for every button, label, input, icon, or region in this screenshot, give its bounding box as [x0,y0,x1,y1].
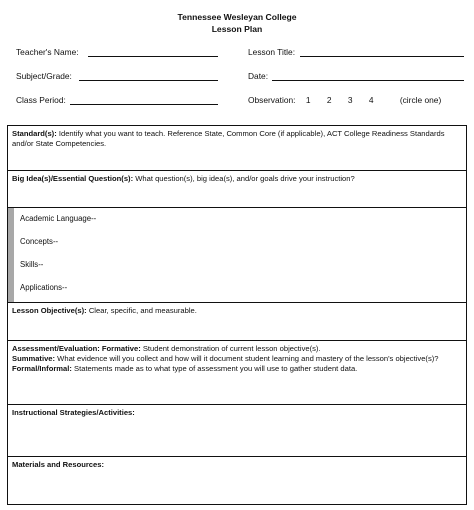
formative-description: Student demonstration of current lesson objective(s). [142,344,321,353]
concepts-subsection [8,208,466,303]
summative-description: What evidence will you collect and how will it document student learning and mastery of the lesson's objective(s)? [57,354,439,363]
strategies-section[interactable] [8,405,466,457]
standards-section[interactable] [8,126,466,171]
lesson-title-label: Lesson Title: [248,47,296,57]
observation-option-2[interactable]: 2 [326,95,332,105]
class-period-field[interactable] [70,104,218,105]
applications-item[interactable]: Applications-- [20,283,68,292]
document-title: Lesson Plan [211,24,263,34]
assessment-section[interactable] [8,341,466,405]
standards-description: Identify what you want to teach. Reference State, Common Core (if applicable), ACT College Readiness Standards and/or State Competencies. [12,129,445,148]
big-ideas-section[interactable] [8,171,466,208]
big-ideas-description: What question(s), big idea(s), and/or goals drive your instruction? [135,174,355,183]
materials-label: Materials and Resources: [12,460,105,469]
lesson-plan-table [7,125,467,505]
teacher-name-label: Teacher's Name: [16,47,79,57]
teacher-name-field[interactable] [88,56,218,57]
subject-grade-field[interactable] [79,80,218,81]
circle-one-note: (circle one) [399,95,442,105]
standards-label: Standard(s): [12,129,57,138]
date-field[interactable] [272,80,464,81]
class-period-label: Class Period: [16,95,66,105]
assessment-label: Assessment/Evaluation: [12,344,100,353]
big-ideas-label: Big Idea(s)/Essential Question(s): [12,174,134,183]
summative-label: Summative: [12,354,56,363]
strategies-label: Instructional Strategies/Activities: [12,408,135,417]
lesson-title-field[interactable] [300,56,464,57]
observation-option-3[interactable]: 3 [347,95,353,105]
skills-item[interactable]: Skills-- [20,260,44,269]
formal-informal-label: Formal/Informal: [12,364,72,373]
objectives-section[interactable] [8,303,466,341]
gray-side-bar [8,208,14,302]
objectives-label: Lesson Objective(s): [12,306,87,315]
observation-label: Observation: [248,95,296,105]
academic-language-item[interactable]: Academic Language-- [20,214,97,223]
observation-row [248,95,441,105]
objectives-description: Clear, specific, and measurable. [88,306,197,315]
observation-option-1[interactable]: 1 [305,95,311,105]
formative-label: Formative: [101,344,141,353]
subject-grade-label: Subject/Grade: [16,71,72,81]
college-name: Tennessee Wesleyan College [177,12,297,22]
date-label: Date: [248,71,269,81]
formal-informal-description: Statements made as to what type of assessment you will use to gather student data. [74,364,358,373]
observation-option-4[interactable]: 4 [368,95,374,105]
materials-section[interactable] [8,457,466,504]
concepts-item[interactable]: Concepts-- [20,237,59,246]
